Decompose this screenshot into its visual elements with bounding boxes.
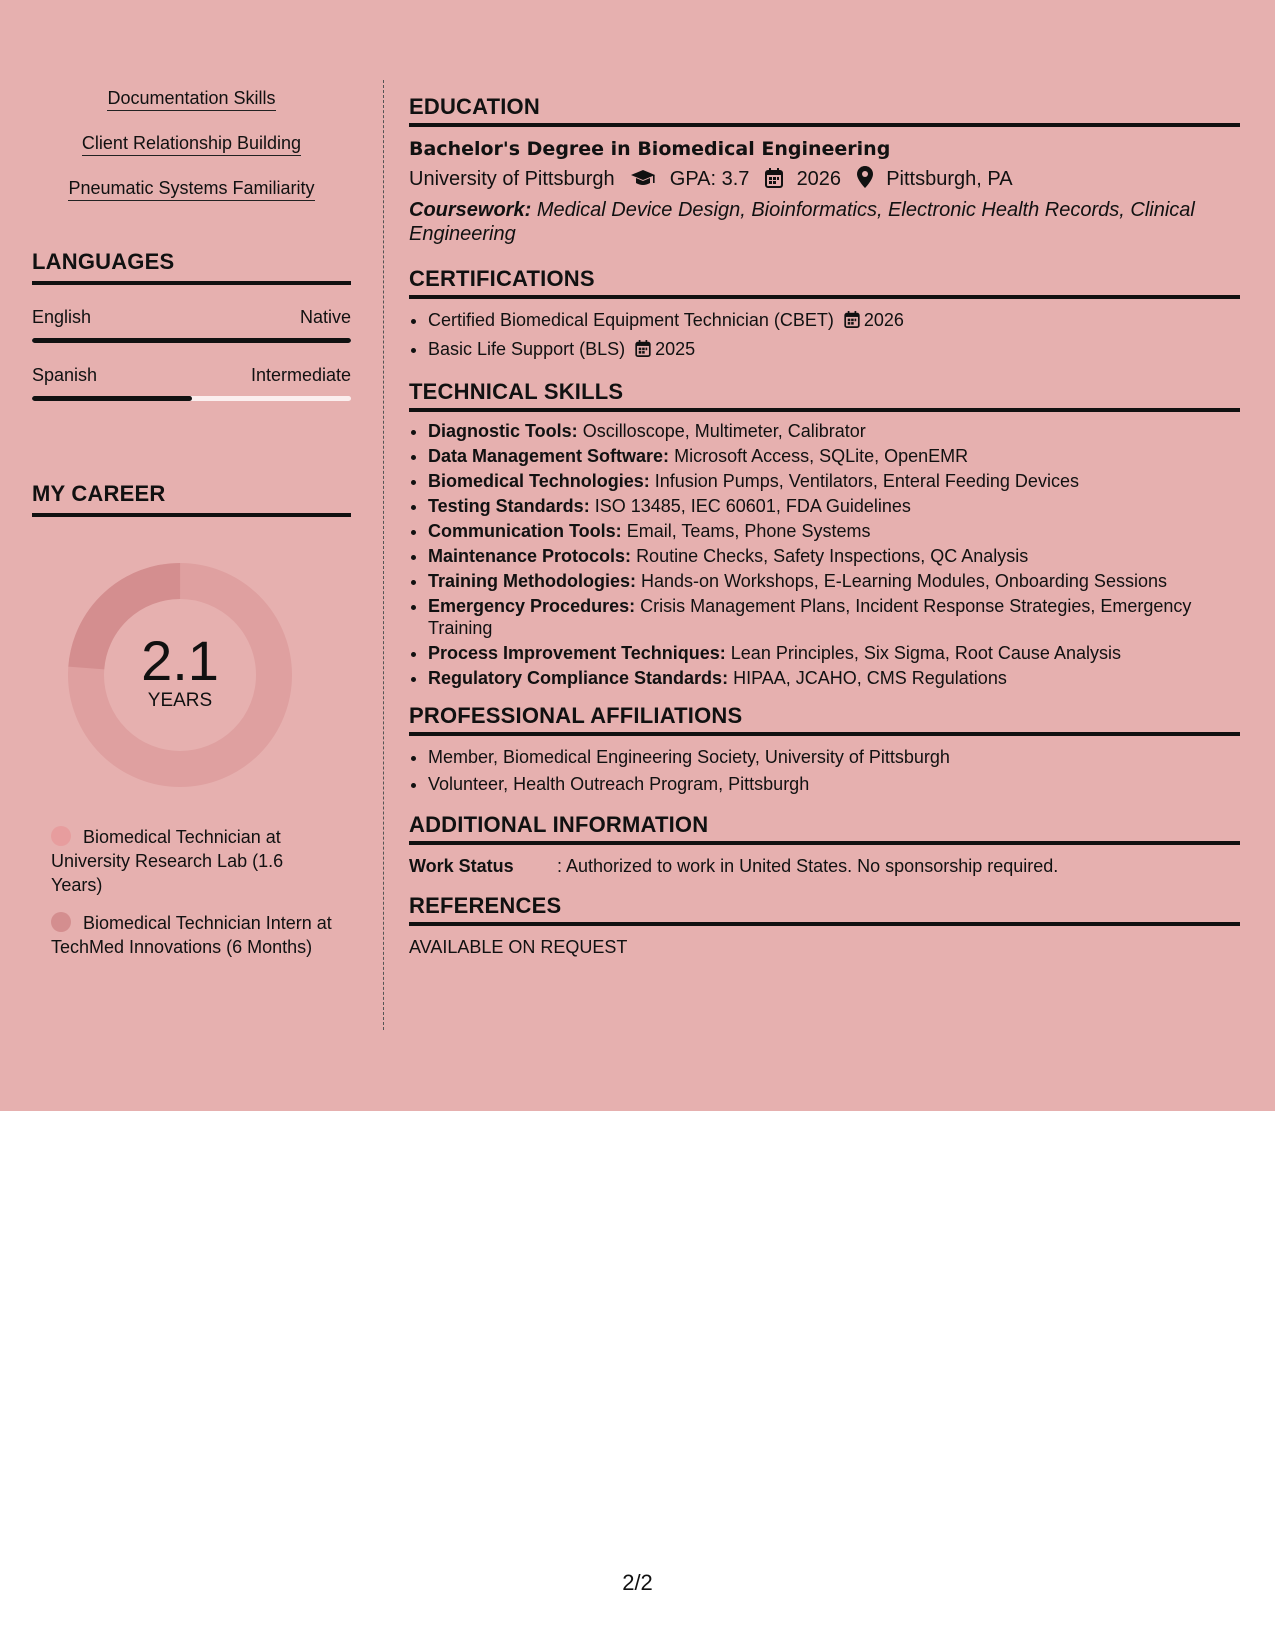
certification-year: 2025 — [655, 339, 696, 359]
certification-name: Basic Life Support (BLS) — [428, 339, 626, 359]
language-proficiency-bar — [32, 338, 351, 343]
technical-skill-item — [428, 495, 1240, 517]
career-heading: MY CAREER — [32, 481, 351, 517]
career-years-value: 2.1 — [141, 629, 219, 692]
affiliations-section — [409, 703, 1240, 798]
technical-skill-item — [428, 445, 1240, 467]
skill-label: Pneumatic Systems Familiarity — [68, 178, 314, 201]
calendar-icon — [765, 166, 783, 198]
education-heading: EDUCATION — [409, 94, 1240, 127]
career-dot-icon — [51, 826, 71, 846]
technical-skill-item — [428, 420, 1240, 442]
technical-skill-label: Biomedical Technologies: — [428, 471, 650, 491]
career-list — [32, 825, 351, 959]
additional-info-section — [409, 812, 1240, 879]
technical-skill-value: Lean Principles, Six Sigma, Root Cause Analysis — [730, 643, 1121, 663]
technical-skill-value: ISO 13485, IEC 60601, FDA Guidelines — [594, 496, 911, 516]
certifications-section — [409, 266, 1240, 365]
technical-skill-item — [428, 470, 1240, 492]
skill-label: Documentation Skills — [107, 88, 275, 111]
technical-skill-label: Maintenance Protocols: — [428, 546, 632, 566]
technical-skill-item — [428, 520, 1240, 542]
technical-skill-label: Diagnostic Tools: — [428, 421, 578, 441]
education-meta — [409, 163, 1240, 198]
affiliations-heading: PROFESSIONAL AFFILIATIONS — [409, 703, 1240, 736]
references-section — [409, 893, 1240, 960]
certification-item — [428, 336, 1240, 365]
career-item-label: Biomedical Technician at University Research Lab (1.6 Years) — [51, 827, 284, 895]
technical-skill-value: Crisis Management Plans, Incident Response Strategies, Emergency Training — [428, 596, 1192, 638]
work-status-row — [409, 853, 1240, 879]
technical-skill-label: Data Management Software: — [428, 446, 670, 466]
work-status-value: : Authorized to work in United States. No sponsorship required. — [557, 856, 1059, 876]
page-number: 2/2 — [622, 1570, 653, 1595]
skill-label: Client Relationship Building — [82, 133, 301, 156]
technical-skill-value: Microsoft Access, SQLite, OpenEMR — [674, 446, 969, 466]
left-column — [32, 86, 351, 973]
certifications-heading: CERTIFICATIONS — [409, 266, 1240, 299]
affiliation-item: • Volunteer, Health Outreach Program, Pittsburgh — [428, 771, 1240, 798]
skill-item — [32, 176, 351, 200]
career-donut-chart — [66, 561, 294, 789]
education-location: Pittsburgh, PA — [886, 168, 1013, 190]
calendar-icon — [635, 338, 651, 365]
column-divider — [383, 80, 384, 1030]
technical-skill-value: Oscilloscope, Multimeter, Calibrator — [582, 421, 866, 441]
coursework-label: Coursework: — [409, 199, 532, 221]
right-column — [409, 94, 1240, 974]
additional-info-heading: ADDITIONAL INFORMATION — [409, 812, 1240, 845]
career-years-unit: YEARS — [147, 690, 213, 711]
career-dot-icon — [51, 912, 71, 932]
work-status-label: Work Status — [409, 856, 514, 876]
certifications-list — [409, 307, 1240, 365]
coursework-list: Medical Device Design, Bioinformatics, Electronic Health Records, Clinical Engineering — [409, 199, 1195, 245]
technical-skill-label: Training Methodologies: — [428, 571, 636, 591]
technical-skill-label: Process Improvement Techniques: — [428, 643, 726, 663]
career-item-label: Biomedical Technician Intern at TechMed Innovations (6 Months) — [51, 913, 332, 957]
technical-skill-item — [428, 667, 1240, 689]
language-level: Native — [299, 307, 351, 327]
affiliations-list — [409, 744, 1240, 798]
certification-year: 2026 — [863, 310, 904, 330]
technical-skill-value: Email, Teams, Phone Systems — [626, 521, 871, 541]
graduation-cap-icon — [630, 166, 656, 198]
career-item — [51, 911, 336, 959]
education-school: University of Pittsburgh — [409, 168, 615, 190]
references-text: AVAILABLE ON REQUEST — [409, 937, 628, 957]
technical-skill-item — [428, 570, 1240, 592]
education-gpa: GPA: 3.7 — [669, 168, 750, 190]
technical-skill-item — [428, 642, 1240, 664]
references-heading: REFERENCES — [409, 893, 1240, 926]
language-name: Spanish — [32, 365, 98, 385]
technical-skill-value: Infusion Pumps, Ventilators, Enteral Feeding Devices — [654, 471, 1079, 491]
technical-skill-label: Communication Tools: — [428, 521, 622, 541]
calendar-icon — [844, 309, 860, 336]
location-pin-icon — [857, 166, 873, 198]
technical-skill-label: Testing Standards: — [428, 496, 590, 516]
language-proficiency-bar — [32, 396, 351, 401]
affiliation-item: • Member, Biomedical Engineering Society, University of Pittsburgh — [428, 744, 1240, 771]
language-item — [32, 307, 351, 343]
language-level: Intermediate — [250, 365, 351, 385]
language-name: English — [32, 307, 92, 327]
education-coursework — [409, 198, 1240, 246]
education-degree: Bachelor's Degree in Biomedical Engineering — [409, 138, 891, 160]
language-item — [32, 365, 351, 401]
technical-skill-item — [428, 545, 1240, 567]
language-proficiency-fill — [32, 396, 192, 401]
skill-item — [32, 86, 351, 110]
technical-skill-value: Routine Checks, Safety Inspections, QC Analysis — [636, 546, 1029, 566]
language-proficiency-fill — [32, 338, 351, 343]
technical-skills-heading: TECHNICAL SKILLS — [409, 379, 1240, 412]
certification-item — [428, 307, 1240, 336]
career-item — [51, 825, 336, 897]
skills-list — [32, 86, 351, 200]
skill-item — [32, 131, 351, 155]
education-section — [409, 94, 1240, 246]
technical-skill-label: Regulatory Compliance Standards: — [428, 668, 729, 688]
technical-skill-value: HIPAA, JCAHO, CMS Regulations — [733, 668, 1007, 688]
education-year: 2026 — [796, 168, 842, 190]
technical-skill-value: Hands-on Workshops, E-Learning Modules, Onboarding Sessions — [641, 571, 1167, 591]
technical-skills-list — [409, 420, 1240, 689]
technical-skill-label: Emergency Procedures: — [428, 596, 636, 616]
technical-skills-section — [409, 379, 1240, 689]
languages-heading: LANGUAGES — [32, 249, 351, 285]
technical-skill-item — [428, 595, 1240, 639]
certification-name: Certified Biomedical Equipment Technician (CBET) — [428, 310, 834, 330]
